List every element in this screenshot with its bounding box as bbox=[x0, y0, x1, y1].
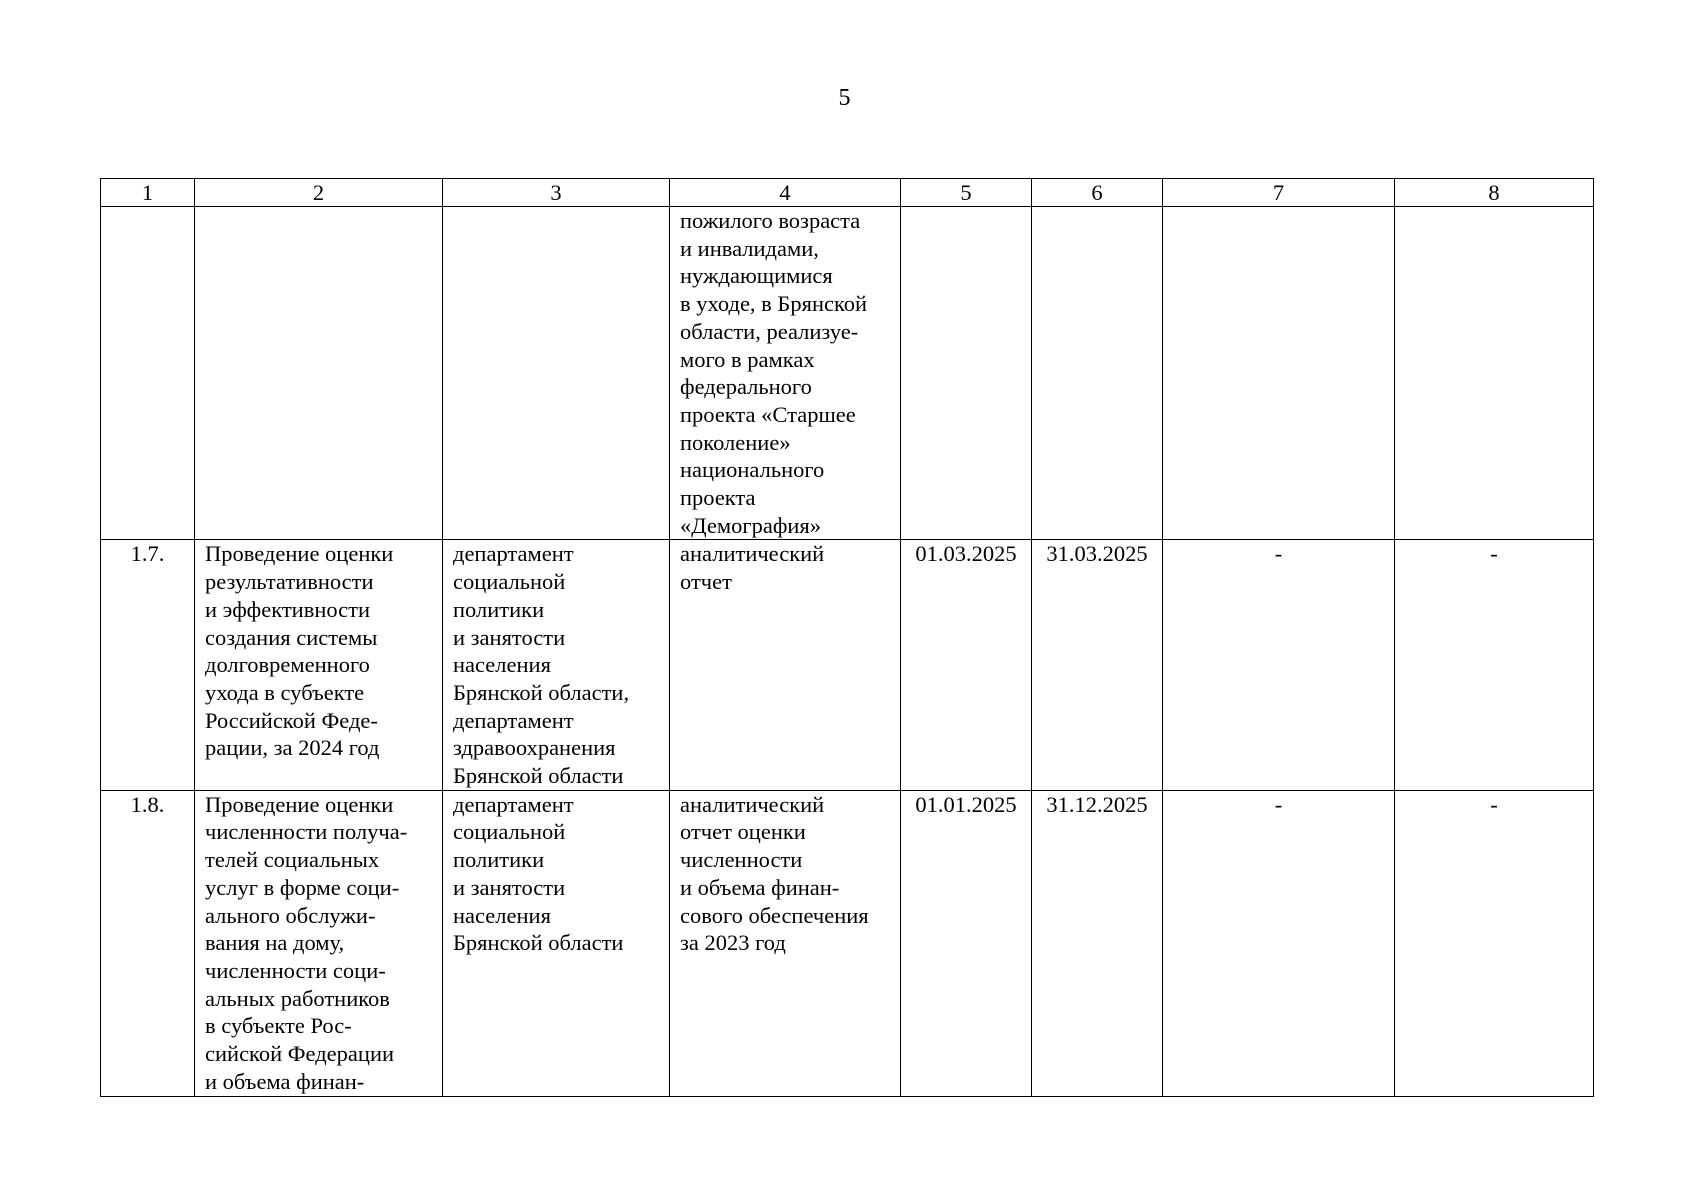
header-col-3: 3 bbox=[443, 179, 670, 207]
responsible-cell bbox=[443, 790, 670, 1096]
col7-cell: - bbox=[1163, 790, 1395, 1096]
result-text: аналитический отчет bbox=[680, 541, 825, 595]
plan-table bbox=[100, 178, 1594, 1097]
row-number-cell: 1.7. bbox=[101, 540, 195, 790]
result-cell bbox=[670, 540, 901, 790]
end-date-cell bbox=[1032, 207, 1163, 540]
header-col-8: 8 bbox=[1395, 179, 1594, 207]
col7-cell: - bbox=[1163, 540, 1395, 790]
start-date-cell: 01.01.2025 bbox=[901, 790, 1032, 1096]
table-row-1-8 bbox=[101, 790, 1594, 1096]
table-body bbox=[101, 207, 1594, 1097]
end-date-cell: 31.03.2025 bbox=[1032, 540, 1163, 790]
measure-cell bbox=[195, 790, 443, 1096]
col8-cell: - bbox=[1395, 540, 1594, 790]
row-number-cell: 1.8. bbox=[101, 790, 195, 1096]
header-col-6: 6 bbox=[1032, 179, 1163, 207]
header-row bbox=[101, 179, 1594, 207]
measure-cell bbox=[195, 207, 443, 540]
row-number-cell bbox=[101, 207, 195, 540]
result-cell bbox=[670, 790, 901, 1096]
header-col-2: 2 bbox=[195, 179, 443, 207]
start-date-cell bbox=[901, 207, 1032, 540]
responsible-cell bbox=[443, 207, 670, 540]
header-col-5: 5 bbox=[901, 179, 1032, 207]
header-col-1: 1 bbox=[101, 179, 195, 207]
page-number: 5 bbox=[838, 85, 851, 111]
measure-text: Проведение оценки результативности и эффективности создания системы долговременного ухода в субъекте Российской Феде- рации, за 2024 год bbox=[205, 541, 394, 761]
table-header bbox=[101, 179, 1594, 207]
responsible-text: департамент социальной политики и занятости населения Брянской области bbox=[453, 791, 624, 956]
start-date-cell: 01.03.2025 bbox=[901, 540, 1032, 790]
table-row-continuation bbox=[101, 207, 1594, 540]
header-col-4: 4 bbox=[670, 179, 901, 207]
measure-cell bbox=[195, 540, 443, 790]
end-date-cell: 31.12.2025 bbox=[1032, 790, 1163, 1096]
result-cell bbox=[670, 207, 901, 540]
col7-cell bbox=[1163, 207, 1395, 540]
result-text: пожилого возраста и инвалидами, нуждающимися в уходе, в Брянской области, реализуе- мого в рамках федерального проекта «Старшее поколение» национального проекта «Демография» bbox=[680, 208, 868, 538]
col8-cell bbox=[1395, 207, 1594, 540]
measure-text: Проведение оценки численности получа- телей социальных услуг в форме соци- ального обслужи- вания на дому, численности соци- альных работников в субъекте Рос- сийской Федерации и объема финан- bbox=[205, 791, 408, 1094]
col8-cell: - bbox=[1395, 790, 1594, 1096]
header-col-7: 7 bbox=[1163, 179, 1395, 207]
result-text: аналитический отчет оценки численности и объема финан- сового обеспечения за 2023 год bbox=[680, 791, 869, 956]
responsible-cell bbox=[443, 540, 670, 790]
table-row-1-7 bbox=[101, 540, 1594, 790]
responsible-text: департамент социальной политики и занятости населения Брянской области, департамент здравоохранения Брянской области bbox=[453, 541, 630, 789]
